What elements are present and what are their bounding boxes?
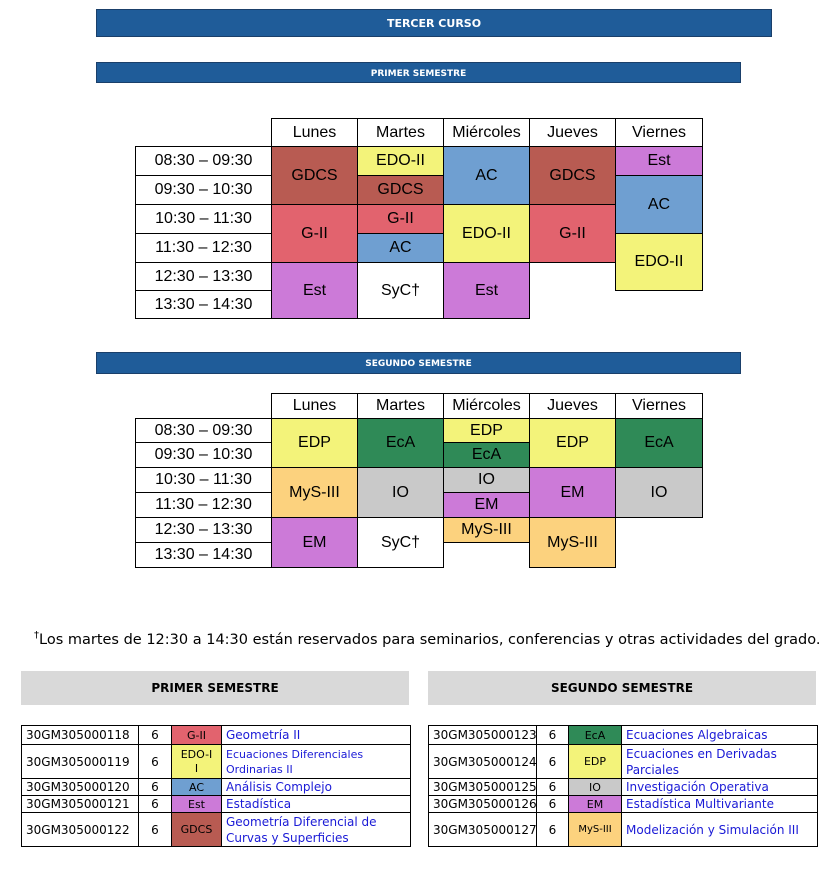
dagger-mark: † (34, 630, 39, 641)
class-cell: AC (616, 176, 703, 234)
class-cell: EDO-II (358, 147, 444, 176)
course-code: 30GM305000118 (22, 726, 139, 745)
class-cell: EDP (530, 419, 616, 468)
day-header: Jueves (530, 394, 616, 419)
class-cell: EM (272, 518, 358, 568)
course-code: 30GM305000123 (429, 726, 537, 745)
course-code: 30GM305000126 (429, 796, 537, 813)
course-ects: 6 (139, 726, 172, 745)
course-abbr: MyS-III (569, 813, 622, 847)
class-cell: EM (530, 468, 616, 518)
course-link[interactable]: Estadística (222, 796, 411, 813)
course-link[interactable]: Modelización y Simulación III (622, 813, 818, 847)
class-cell: G-II (272, 205, 358, 263)
course-link[interactable]: Ecuaciones Algebraicas (622, 726, 818, 745)
course-link[interactable]: Ecuaciones en Derivadas Parciales (622, 745, 818, 779)
course-code: 30GM305000122 (22, 813, 139, 847)
list-header-semester1: PRIMER SEMESTRE (21, 671, 409, 705)
class-cell: IO (616, 468, 703, 518)
course-link[interactable]: Geometría II (222, 726, 411, 745)
course-abbr: Est (172, 796, 222, 813)
course-code: 30GM305000124 (429, 745, 537, 779)
semester1-timetable (135, 118, 703, 319)
course-code: 30GM305000120 (22, 779, 139, 796)
class-cell: EDP (444, 419, 530, 443)
course-ects: 6 (537, 726, 569, 745)
course-code: 30GM305000127 (429, 813, 537, 847)
time-slot: 11:30 – 12:30 (136, 493, 272, 518)
time-slot: 09:30 – 10:30 (136, 176, 272, 205)
class-cell: MyS-III (444, 518, 530, 543)
class-cell: EDO-II (616, 234, 703, 291)
course-title: TERCER CURSO (386, 17, 482, 30)
course-link[interactable]: Estadística Multivariante (622, 796, 818, 813)
time-slot: 08:30 – 09:30 (136, 147, 272, 176)
course-abbr: AC (172, 779, 222, 796)
course-ects: 6 (537, 745, 569, 779)
time-slot: 10:30 – 11:30 (136, 468, 272, 493)
course-ects: 6 (537, 779, 569, 796)
time-slot: 10:30 – 11:30 (136, 205, 272, 234)
class-cell: SyC† (358, 263, 444, 319)
course-ects: 6 (139, 796, 172, 813)
class-cell: EDP (272, 419, 358, 468)
class-cell: G-II (358, 205, 444, 234)
day-header: Viernes (616, 119, 703, 147)
course-link[interactable]: Investigación Operativa (622, 779, 818, 796)
time-slot: 09:30 – 10:30 (136, 443, 272, 468)
course-ects: 6 (537, 813, 569, 847)
course-title-banner (96, 9, 772, 37)
course-code: 30GM305000125 (429, 779, 537, 796)
course-ects: 6 (139, 745, 172, 779)
class-cell: GDCS (272, 147, 358, 205)
list-header-semester2: SEGUNDO SEMESTRE (428, 671, 816, 705)
course-link[interactable]: Geometría Diferencial de Curvas y Superficies (222, 813, 411, 847)
semester1-title: PRIMER SEMESTRE (370, 69, 467, 79)
time-slot: 13:30 – 14:30 (136, 543, 272, 568)
class-cell: Est (616, 147, 703, 176)
semester1-banner (96, 62, 741, 83)
class-cell: EDO-II (444, 205, 530, 263)
footnote (34, 630, 820, 648)
time-slot: 08:30 – 09:30 (136, 419, 272, 443)
class-cell: SyC† (358, 518, 444, 568)
course-abbr: G-II (172, 726, 222, 745)
semester2-title: SEGUNDO SEMESTRE (365, 359, 472, 369)
class-cell: Est (444, 263, 530, 319)
time-slot: 12:30 – 13:30 (136, 263, 272, 291)
course-code: 30GM305000121 (22, 796, 139, 813)
course-abbr: EDP (569, 745, 622, 779)
time-slot: 11:30 – 12:30 (136, 234, 272, 263)
course-ects: 6 (537, 796, 569, 813)
class-cell: GDCS (530, 147, 616, 205)
course-list-semester1 (21, 725, 411, 847)
course-ects: 6 (139, 779, 172, 796)
course-list-semester2 (428, 725, 818, 847)
class-cell: EM (444, 493, 530, 518)
time-slot: 12:30 – 13:30 (136, 518, 272, 543)
course-code: 30GM305000119 (22, 745, 139, 779)
time-slot: 13:30 – 14:30 (136, 291, 272, 319)
semester2-timetable (135, 393, 703, 568)
class-cell: EcA (358, 419, 444, 468)
course-abbr: EM (569, 796, 622, 813)
class-cell: EcA (444, 443, 530, 468)
day-header: Lunes (272, 394, 358, 419)
day-header: Martes (358, 394, 444, 419)
day-header: Martes (358, 119, 444, 147)
class-cell: AC (444, 147, 530, 205)
class-cell: Est (272, 263, 358, 319)
class-cell: EcA (616, 419, 703, 468)
class-cell: MyS-III (530, 518, 616, 568)
semester2-banner (96, 352, 741, 374)
class-cell: G-II (530, 205, 616, 263)
class-cell: GDCS (358, 176, 444, 205)
course-link[interactable]: Análisis Complejo (222, 779, 411, 796)
day-header: Viernes (616, 394, 703, 419)
class-cell: MyS-III (272, 468, 358, 518)
day-header: Miércoles (444, 394, 530, 419)
course-abbr: EDO-II (172, 745, 222, 779)
class-cell: AC (358, 234, 444, 263)
day-header: Lunes (272, 119, 358, 147)
day-header: Jueves (530, 119, 616, 147)
class-cell: IO (358, 468, 444, 518)
course-ects: 6 (139, 813, 172, 847)
course-abbr: EcA (569, 726, 622, 745)
class-cell: IO (444, 468, 530, 493)
footnote-text: Los martes de 12:30 a 14:30 están reservados para seminarios, conferencias y otras actividades del grado. (39, 631, 821, 648)
day-header: Miércoles (444, 119, 530, 147)
course-abbr: GDCS (172, 813, 222, 847)
course-abbr: IO (569, 779, 622, 796)
course-link[interactable]: Ecuaciones Diferenciales Ordinarias II (222, 745, 411, 779)
